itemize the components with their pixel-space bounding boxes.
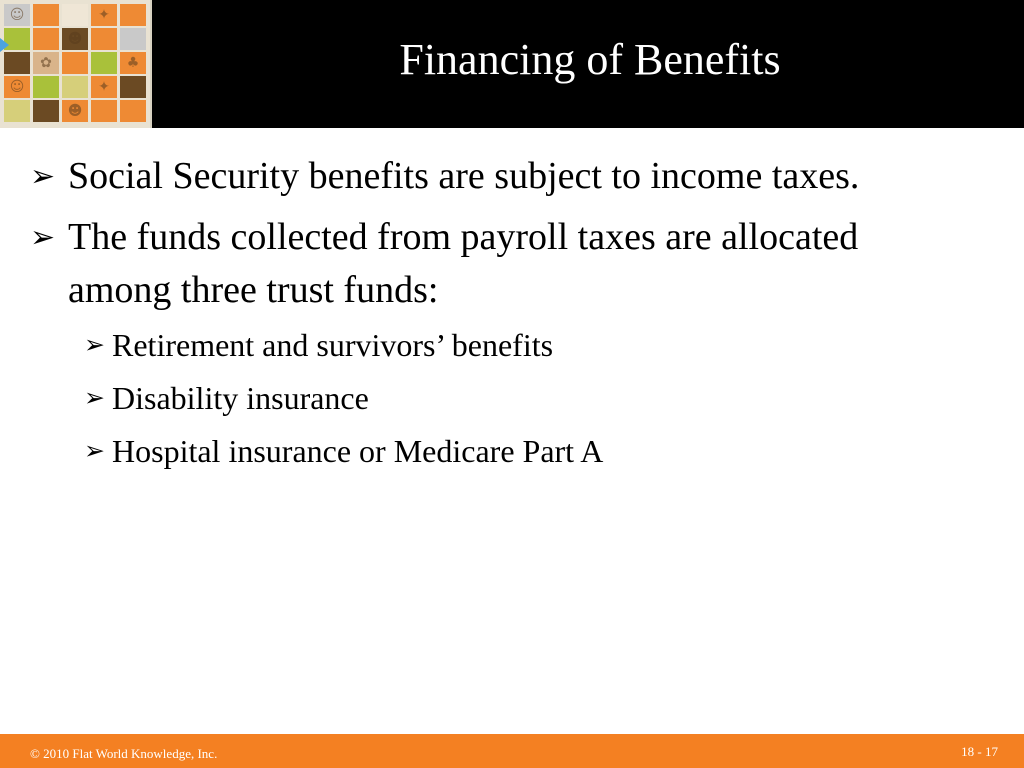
sub-bullet-item — [0, 378, 944, 418]
figure-icon: ☻ — [67, 31, 83, 47]
arrow-bullet-icon: ➢ — [84, 330, 105, 359]
mosaic-tile — [91, 28, 117, 50]
mosaic-tile — [4, 52, 30, 74]
mosaic-tile — [4, 4, 30, 26]
mosaic-tile — [120, 28, 146, 50]
sub-bullet-item — [0, 431, 944, 471]
mosaic-tile — [91, 52, 117, 74]
mosaic-tile — [62, 28, 88, 50]
mosaic-tile — [120, 4, 146, 26]
slide-body — [0, 150, 1024, 484]
pointer-arrow-icon — [0, 38, 9, 52]
bullet-text: Social Security benefits are subject to income taxes. — [68, 155, 860, 197]
mosaic-tile — [62, 76, 88, 98]
slide-title: Financing of Benefits — [399, 35, 781, 84]
figure-icon: ✿ — [40, 55, 52, 71]
mosaic-tile — [120, 100, 146, 122]
mosaic-tile — [33, 28, 59, 50]
arrow-bullet-icon: ➢ — [84, 383, 105, 412]
mosaic-tile — [33, 76, 59, 98]
mosaic-tile — [120, 52, 146, 74]
sub-bullet-text: Hospital insurance or Medicare Part A — [112, 433, 604, 469]
mosaic-tile — [91, 4, 117, 26]
figure-icon: ☺ — [9, 7, 25, 23]
mosaic-tile — [91, 76, 117, 98]
mosaic-tile — [91, 100, 117, 122]
figure-icon: ✦ — [98, 7, 110, 23]
figure-icon: ✦ — [98, 79, 110, 95]
sub-bullet-item — [0, 325, 944, 365]
page-number: 18 - 17 — [961, 744, 998, 759]
figure-icon: ♣ — [126, 55, 140, 71]
sub-bullet-text: Retirement and survivors’ benefits — [112, 327, 554, 363]
arrow-bullet-icon: ➢ — [30, 159, 56, 194]
sub-bullet-text: Disability insurance — [112, 380, 369, 416]
mosaic-tile — [33, 100, 59, 122]
mosaic-tile — [33, 4, 59, 26]
mosaic-tile — [4, 100, 30, 122]
mosaic-tile — [62, 100, 88, 122]
mosaic-tile — [4, 76, 30, 98]
slide-header — [0, 0, 1024, 128]
header-mosaic-logo — [0, 0, 152, 128]
slide-footer — [0, 734, 1024, 768]
bullet-item — [0, 150, 944, 203]
mosaic-tile — [33, 52, 59, 74]
mosaic-tile — [120, 76, 146, 98]
bullet-item — [0, 211, 944, 317]
figure-icon: ☻ — [67, 103, 83, 119]
bullet-text: The funds collected from payroll taxes are allocated among three trust funds: — [68, 216, 859, 311]
mosaic-tile — [62, 4, 88, 26]
copyright-text: © 2010 Flat World Knowledge, Inc. — [30, 746, 218, 761]
mosaic-tile — [62, 52, 88, 74]
arrow-bullet-icon: ➢ — [84, 436, 105, 465]
figure-icon: ☺ — [9, 79, 25, 95]
arrow-bullet-icon: ➢ — [30, 220, 56, 255]
